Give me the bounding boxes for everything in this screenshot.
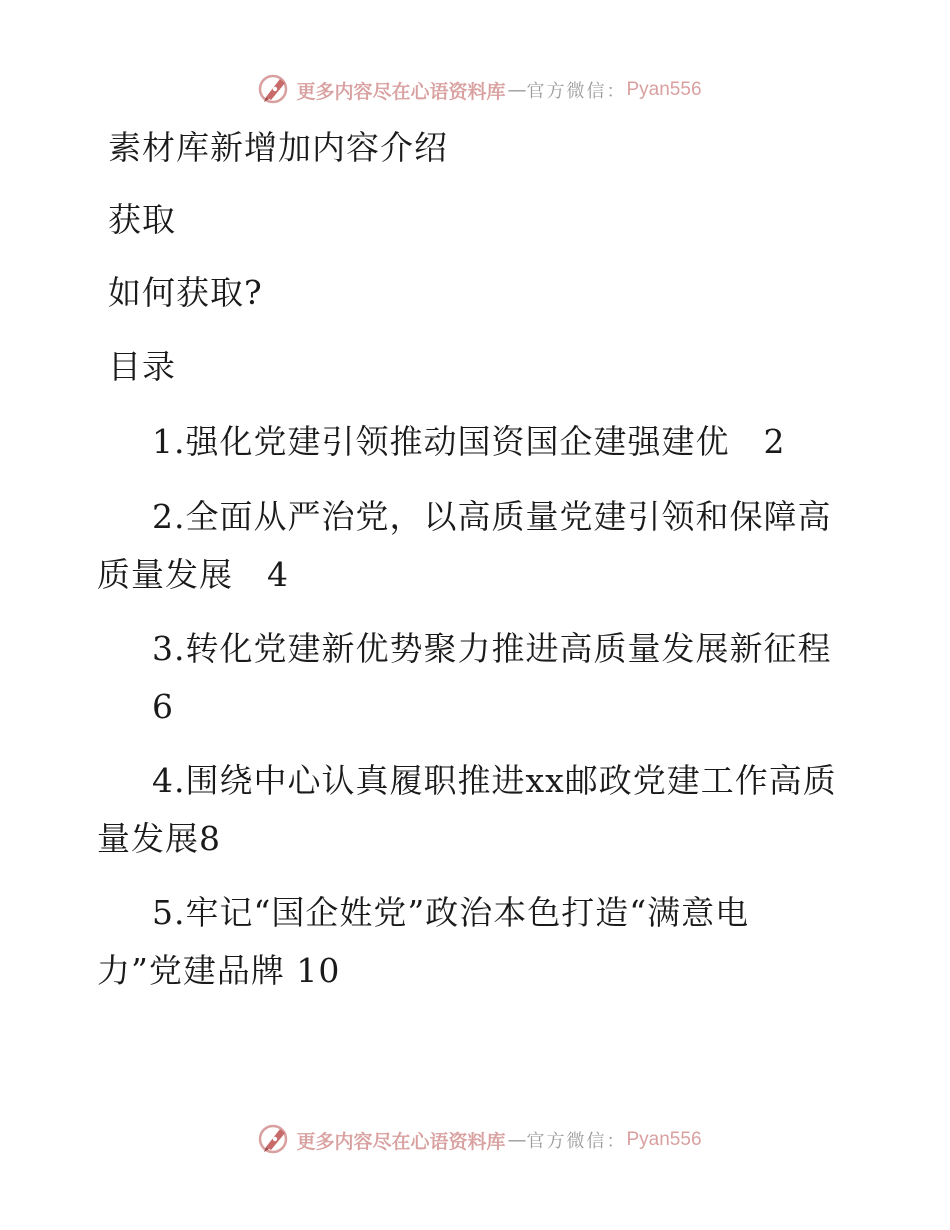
header-watermark [0,70,950,110]
pen-nib-logo-icon [258,71,296,109]
toc-item-2-line-2: 质量发展 4 [97,555,289,594]
toc-item-5-line-1: 5.牢记“国企姓党”政治本色打造“满意电 [152,893,750,932]
watermark-separator: — [507,79,527,101]
how-to-get-line: 如何获取? [108,273,263,312]
watermark-label: 官方微信： [526,1131,627,1152]
footer-watermark [0,1120,950,1160]
watermark-text: 更多内容尽在心语资料库 [296,1130,506,1153]
watermark-label: 官方微信： [526,81,627,102]
toc-item-4-line-1: 4.围绕中心认真履职推进xx邮政党建工作高质 [152,761,837,800]
get-line: 获取 [108,200,176,239]
watermark-content [258,71,701,109]
pen-nib-logo-icon [258,1121,296,1159]
watermark-separator: — [507,1129,527,1151]
intro-line: 素材库新增加内容介绍 [108,128,448,167]
toc-item-3-line-1: 3.转化党建新优势聚力推进高质量发展新征程 [152,629,832,668]
watermark-content [258,1121,701,1159]
watermark-text: 更多内容尽在心语资料库 [296,80,506,103]
watermark-wechat-id: Pyan556 [626,1129,702,1150]
watermark-wechat-id: Pyan556 [626,79,702,100]
toc-item-3-line-2: 6 [152,687,174,726]
toc-item-5-line-2: 力”党建品牌 10 [97,951,341,990]
toc-item-1: 1.强化党建引领推动国资国企建强建优 2 [152,422,786,461]
toc-item-2-line-1: 2.全面从严治党，以高质量党建引领和保障高 [152,497,832,536]
toc-item-4-line-2: 量发展8 [97,819,221,858]
toc-heading: 目录 [108,347,176,386]
